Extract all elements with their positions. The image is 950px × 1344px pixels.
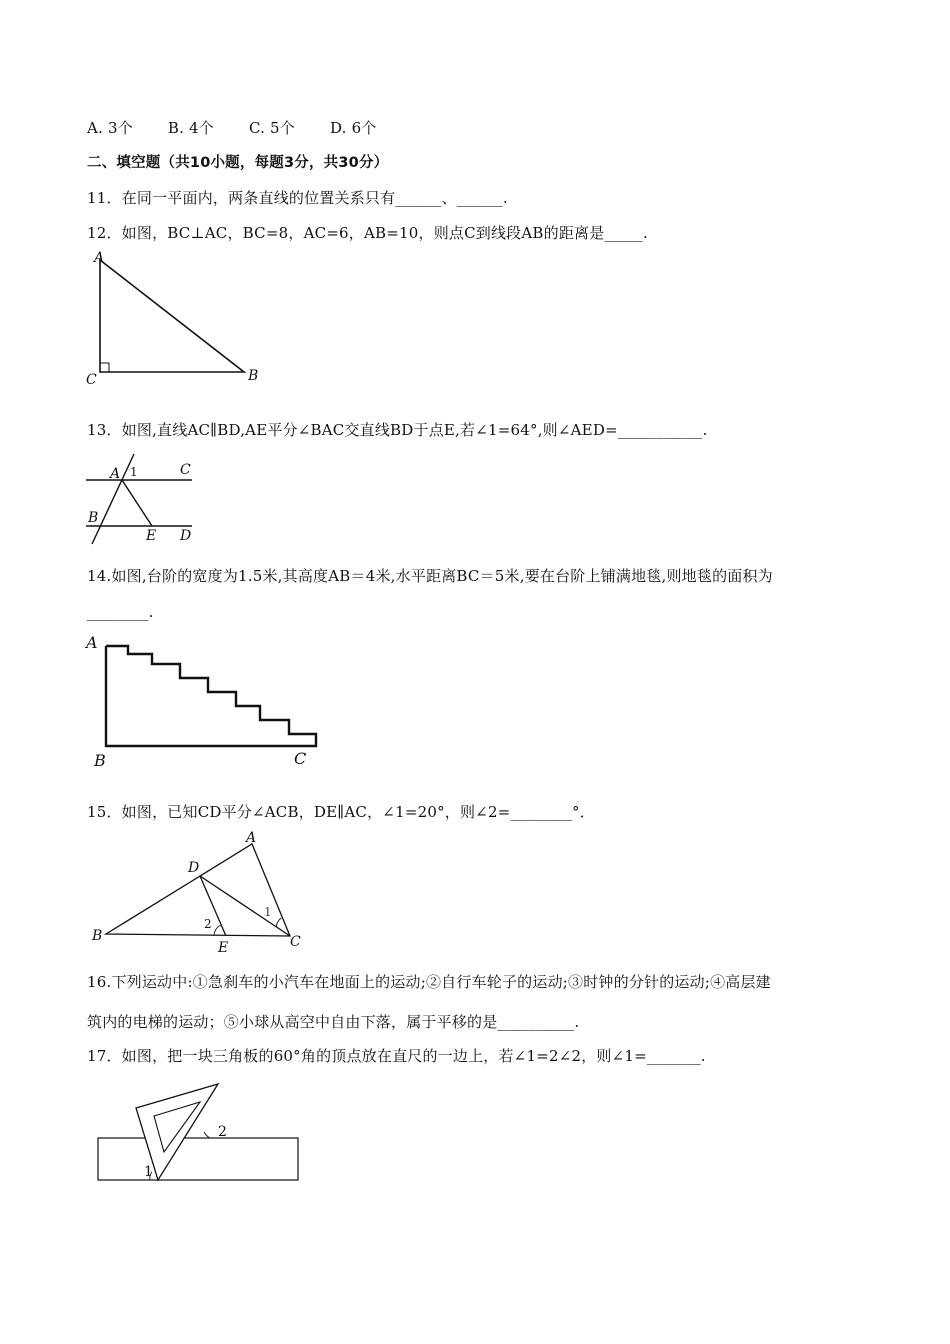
question-11: 11．在同一平面内，两条直线的位置关系只有______、______. (87, 189, 508, 207)
label-a: A (246, 830, 257, 846)
label-d: D (180, 528, 192, 544)
question-17: 17．如图，把一块三角板的60°角的顶点放在直尺的一边上，若∠1=2∠2，则∠1=_______. (87, 1047, 706, 1065)
angle-2-arc (204, 1132, 210, 1138)
label-a: A (110, 466, 121, 482)
staircase-outline (106, 646, 316, 746)
angle-2-arc (214, 925, 221, 936)
ruler (98, 1138, 298, 1180)
triangle-abc (100, 260, 244, 372)
option-b: B. 4个 (167, 119, 214, 137)
segment-ae (122, 480, 152, 526)
label-c: C (180, 462, 191, 478)
option-a: A. 3个 (87, 119, 133, 137)
option-c: C. 5个 (248, 119, 295, 137)
label-1: 1 (130, 465, 138, 479)
label-b: B (88, 510, 99, 526)
label-e: E (218, 940, 229, 956)
right-angle-mark (100, 363, 109, 372)
label-b: B (94, 751, 106, 770)
question-13: 13．如图,直线AC∥BD,AE平分∠BAC交直线BD于点E,若∠1=64°,则∠AED=___________. (87, 421, 708, 439)
label-d: D (188, 860, 200, 876)
question-12: 12．如图，BC⊥AC，BC=8，AC=6，AB=10，则点C到线段AB的距离是_____. (87, 224, 648, 242)
label-c: C (86, 372, 97, 388)
label-a: A (86, 633, 98, 652)
figure-12-triangle (84, 248, 264, 388)
figure-14-staircase (84, 630, 324, 770)
label-c: C (294, 749, 307, 768)
label-b: B (92, 928, 103, 944)
label-2: 2 (204, 917, 212, 931)
triangle-abc (106, 844, 290, 936)
label-2: 2 (218, 1124, 227, 1140)
label-c: C (290, 934, 301, 950)
question-15: 15．如图，已知CD平分∠ACB，DE∥AC，∠1=20°，则∠2=________°． (87, 803, 595, 821)
label-b: B (248, 368, 259, 384)
label-1: 1 (264, 905, 272, 919)
figure-13-parallel-lines (84, 450, 204, 550)
question-14-line2: ________. (87, 603, 154, 621)
question-14-line1: 14.如图,台阶的宽度为1.5米,其高度AB＝4米,水平距离BC＝5米,要在台阶上铺满地毯,则地毯的面积为 (87, 567, 773, 585)
label-e: E (146, 528, 157, 544)
question-16-line2: 筑内的电梯的运动；⑤小球从高空中自由下落，属于平移的是__________. (87, 1013, 580, 1031)
question-16-line1: 16.下列运动中:①急刹车的小汽车在地面上的运动;②自行车轮子的运动;③时钟的分针的运动;④高层建 (87, 973, 771, 991)
figure-17-ruler-triangle (92, 1080, 306, 1190)
angle-1-arc (276, 918, 281, 927)
label-1: 1 (144, 1164, 153, 1180)
option-d: D. 6个 (329, 119, 377, 137)
figure-15-triangle (88, 828, 318, 958)
answer-options (87, 118, 407, 138)
section-title: 二、填空题（共10小题，每题3分，共30分） (87, 155, 389, 171)
label-a: A (94, 250, 105, 266)
